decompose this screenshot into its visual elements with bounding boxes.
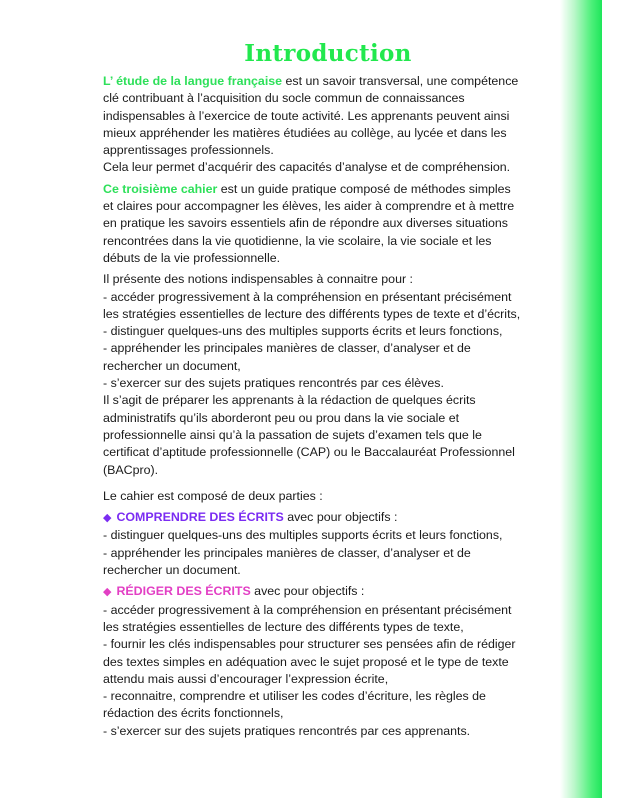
text-line: certificat d’aptitude professionnelle (CAP) ou le Baccalauréat Professionnel xyxy=(103,445,515,460)
text-line: Cela leur permet d’acquérir des capacités d’analyse et de compréhension. xyxy=(103,160,511,175)
part-heading: COMPRENDRE DES ÉCRITS xyxy=(116,510,284,525)
text-line: - s’exercer sur des sujets pratiques rencontrés par ces apprenants. xyxy=(103,723,471,738)
paragraph-intro xyxy=(103,73,553,177)
text-line: mieux appréhender les matières étudiées au collège, au lycée et dans les xyxy=(103,125,507,140)
text-line: administratifs qu’ils aborderont peu ou prou dans la vie sociale et xyxy=(103,410,460,425)
document-page xyxy=(103,40,553,740)
text-line: - s’exercer sur des sujets pratiques rencontrés par ces élèves. xyxy=(103,376,444,391)
text-line: en pratique les savoirs essentiels afin de répondre aux diverses situations xyxy=(103,216,508,231)
text-line: - fournir les clés indispensables pour structurer ses pensées afin de rédiger xyxy=(103,637,516,652)
text-line: rechercher un document, xyxy=(103,358,241,373)
text-line: et claires pour accompagner les élèves, les aider à comprendre et à mettre xyxy=(103,199,515,214)
text-line: - appréhender les principales manières de classer, d’analyser et de xyxy=(103,545,471,560)
text-line: débuts de la vie professionnelle. xyxy=(103,250,281,265)
text-line: - accéder progressivement à la compréhension en présentant précisément xyxy=(103,289,512,304)
text-line: indispensables à l’exercice de toute activité. Les apprenants peuvent ainsi xyxy=(103,108,510,123)
text-line: Il s’agit de préparer les apprenants à la rédaction de quelques écrits xyxy=(103,393,476,408)
text-line: clé contribuant à l’acquisition du socle commun de connaissances xyxy=(103,91,465,106)
paragraph-preparation xyxy=(103,392,553,478)
text-fragment: avec pour objectifs : xyxy=(283,510,398,525)
paragraph-cahier xyxy=(103,181,553,267)
part-heading-line xyxy=(103,509,553,527)
paragraph-parts-intro xyxy=(103,488,553,505)
text-line: professionnelle ainsi qu’à la passation de sujets d’examen tels que le xyxy=(103,427,482,442)
text-line: les stratégies essentielles de lecture des différents types de texte et d’écrits, xyxy=(103,306,521,321)
text-line: des textes simples en adéquation avec le sujet proposé et le type de texte xyxy=(103,654,509,669)
text-line: - distinguer quelques-uns des multiples supports écrits et leurs fonctions, xyxy=(103,324,503,339)
diamond-bullet-icon: ◆ xyxy=(103,586,112,599)
text-line: - accéder progressivement à la compréhension en présentant précisément xyxy=(103,602,512,617)
text-line: Il présente des notions indispensables à connaitre pour : xyxy=(103,272,413,287)
text-line: - distinguer quelques-uns des multiples supports écrits et leurs fonctions, xyxy=(103,528,503,543)
text-fragment: est un guide pratique composé de méthodes simples xyxy=(217,181,511,196)
paragraph-notions xyxy=(103,271,553,392)
diamond-bullet-icon: ◆ xyxy=(103,512,112,525)
text-line: rechercher un document. xyxy=(103,563,241,578)
part-comprendre xyxy=(103,509,553,579)
part-rediger xyxy=(103,583,553,740)
part-heading: RÉDIGER DES ÉCRITS xyxy=(116,584,251,599)
text-line: rédaction des écrits fonctionnels, xyxy=(103,706,284,721)
text-line: - appréhender les principales manières de classer, d’analyser et de xyxy=(103,341,471,356)
part-heading-line xyxy=(103,583,553,601)
text-fragment: avec pour objectifs : xyxy=(250,584,365,599)
highlight-phrase: L’ étude de la langue française xyxy=(103,74,283,88)
text-line: Le cahier est composé de deux parties : xyxy=(103,488,323,503)
text-line: rencontrées dans la vie quotidienne, la vie scolaire, la vie sociale et les xyxy=(103,233,492,248)
page-title: Introduction xyxy=(244,40,412,67)
text-fragment: est un savoir transversal, une compétence xyxy=(282,74,519,88)
text-line: (BACpro). xyxy=(103,462,159,477)
text-line: attendu mais aussi d’encourager l’expression écrite, xyxy=(103,671,389,686)
text-line: apprentissages professionnels. xyxy=(103,143,274,158)
text-line xyxy=(103,181,553,198)
text-line: - reconnaitre, comprendre et utiliser les codes d’écriture, les règles de xyxy=(103,689,486,704)
text-line: les stratégies essentielles de lecture des différents types de texte, xyxy=(103,619,464,634)
decorative-side-bar xyxy=(560,0,602,798)
highlight-phrase: Ce troisième cahier xyxy=(103,181,218,196)
text-line xyxy=(103,73,553,90)
